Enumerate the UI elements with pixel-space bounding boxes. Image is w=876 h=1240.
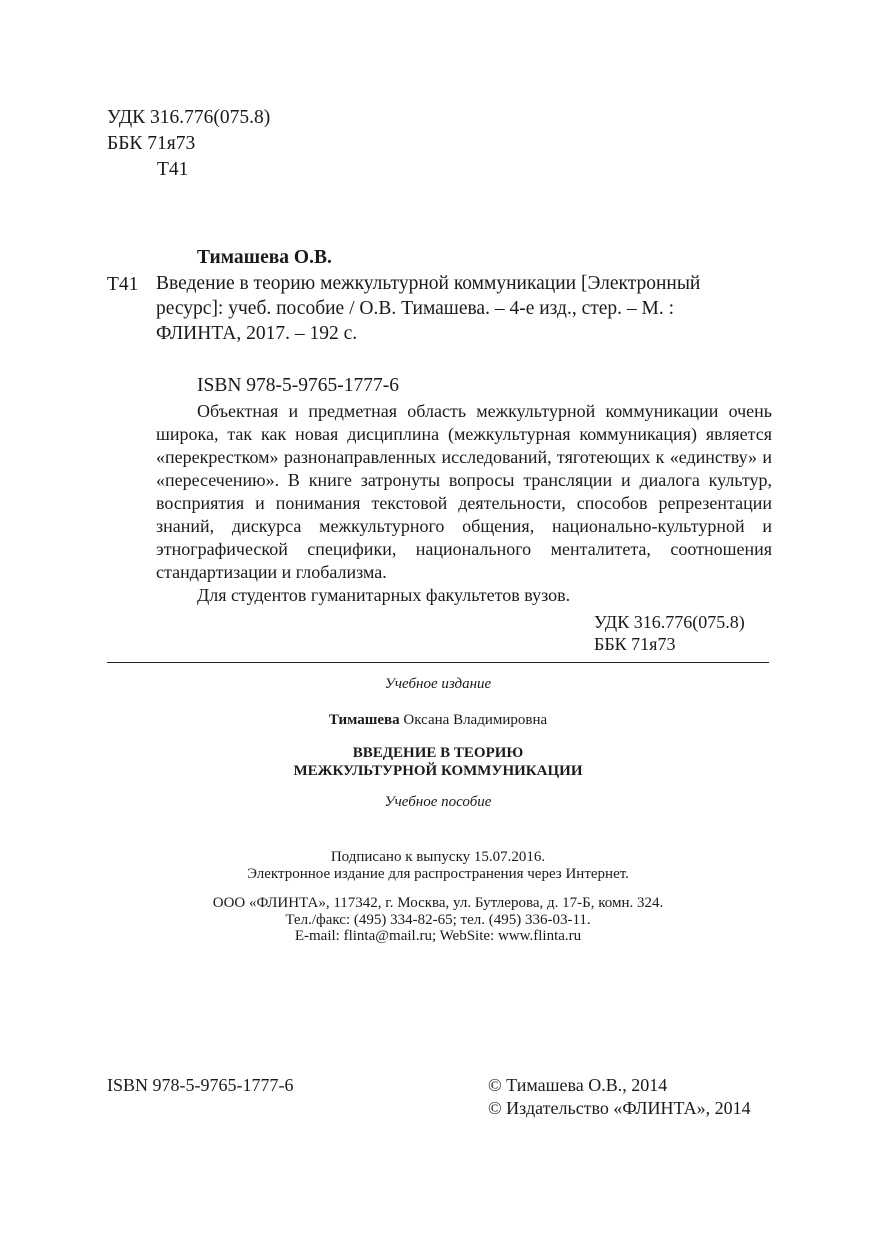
electronic-note: Электронное издание для распространения через Интернет. — [247, 865, 629, 882]
book-title-line: МЕЖКУЛЬТУРНОЙ КОММУНИКАЦИИ — [293, 763, 583, 779]
author-full-name — [0, 712, 876, 729]
annotation-paragraph: Объектная и предметная область межкультурной коммуникации очень широка, так как новая дисциплина (межкультурная коммуникация) является «перекрестком» разнонаправленных исследований, тяготеющих к «единству» и «пересечению». В книге затронуты вопросы трансляции и диалога культур, восприятия и понимания текстовой деятельности, способов репрезентации знаний, дискурса межкультурного общения, национально-культурной и этнографической специфики, национального менталитета, соотношения стандартизации и глобализма. — [156, 401, 772, 582]
publisher-phone: Тел./факс: (495) 334-82-65; тел. (495) 336-03-11. — [285, 911, 591, 928]
signed-date: Подписано к выпуску 15.07.2016. — [330, 849, 546, 865]
isbn-top: ISBN 978-5-9765-1777-6 — [197, 375, 400, 396]
author-heading: Тимашева О.В. — [197, 247, 332, 268]
bbk-code-right: ББК 71я73 — [594, 634, 676, 654]
author-mark-code: Т41 — [157, 159, 189, 180]
bib-line: ФЛИНТА, 2017. – 192 с. — [156, 323, 358, 344]
author-surname: Тимашева — [328, 712, 400, 728]
copyright-block — [488, 1074, 751, 1120]
annotation — [156, 400, 772, 607]
author-mark: Т41 — [107, 274, 139, 295]
horizontal-divider — [107, 662, 769, 663]
publisher-contacts: E-mail: flinta@mail.ru; WebSite: www.flinta.ru — [294, 928, 582, 944]
book-kind: Учебное пособие — [384, 794, 492, 810]
udk-code-right: УДК 316.776(075.8) — [594, 612, 745, 632]
udk-bbk-right — [594, 611, 745, 655]
isbn-bottom: ISBN 978-5-9765-1777-6 — [107, 1075, 294, 1095]
publication-type: Учебное издание — [384, 676, 492, 692]
publisher-address: ООО «ФЛИНТА», 117342, г. Москва, ул. Бутлерова, д. 17-Б, комн. 324. — [212, 895, 664, 911]
copyright-author: © Тимашева О.В., 2014 — [488, 1075, 668, 1095]
author-given-names: Оксана Владимировна — [403, 712, 548, 728]
book-title — [0, 744, 876, 780]
udk-code: УДК 316.776(075.8) — [107, 107, 271, 128]
bib-line: ресурс]: учеб. пособие / О.В. Тимашева. – 4-е изд., стер. – М. : — [156, 298, 675, 319]
imprint-publisher — [0, 895, 876, 945]
bbk-code: ББК 71я73 — [107, 133, 196, 154]
bib-line: Введение в теорию межкультурной коммуникации [Электронный — [156, 273, 701, 294]
book-title-line: ВВЕДЕНИЕ В ТЕОРИЮ — [352, 745, 524, 761]
annotation-audience: Для студентов гуманитарных факультетов вузов. — [197, 585, 571, 605]
bibliographic-entry — [156, 271, 776, 346]
copyright-publisher: © Издательство «ФЛИНТА», 2014 — [488, 1098, 751, 1118]
udk-bbk-block — [107, 105, 270, 183]
imprint-release — [0, 849, 876, 882]
